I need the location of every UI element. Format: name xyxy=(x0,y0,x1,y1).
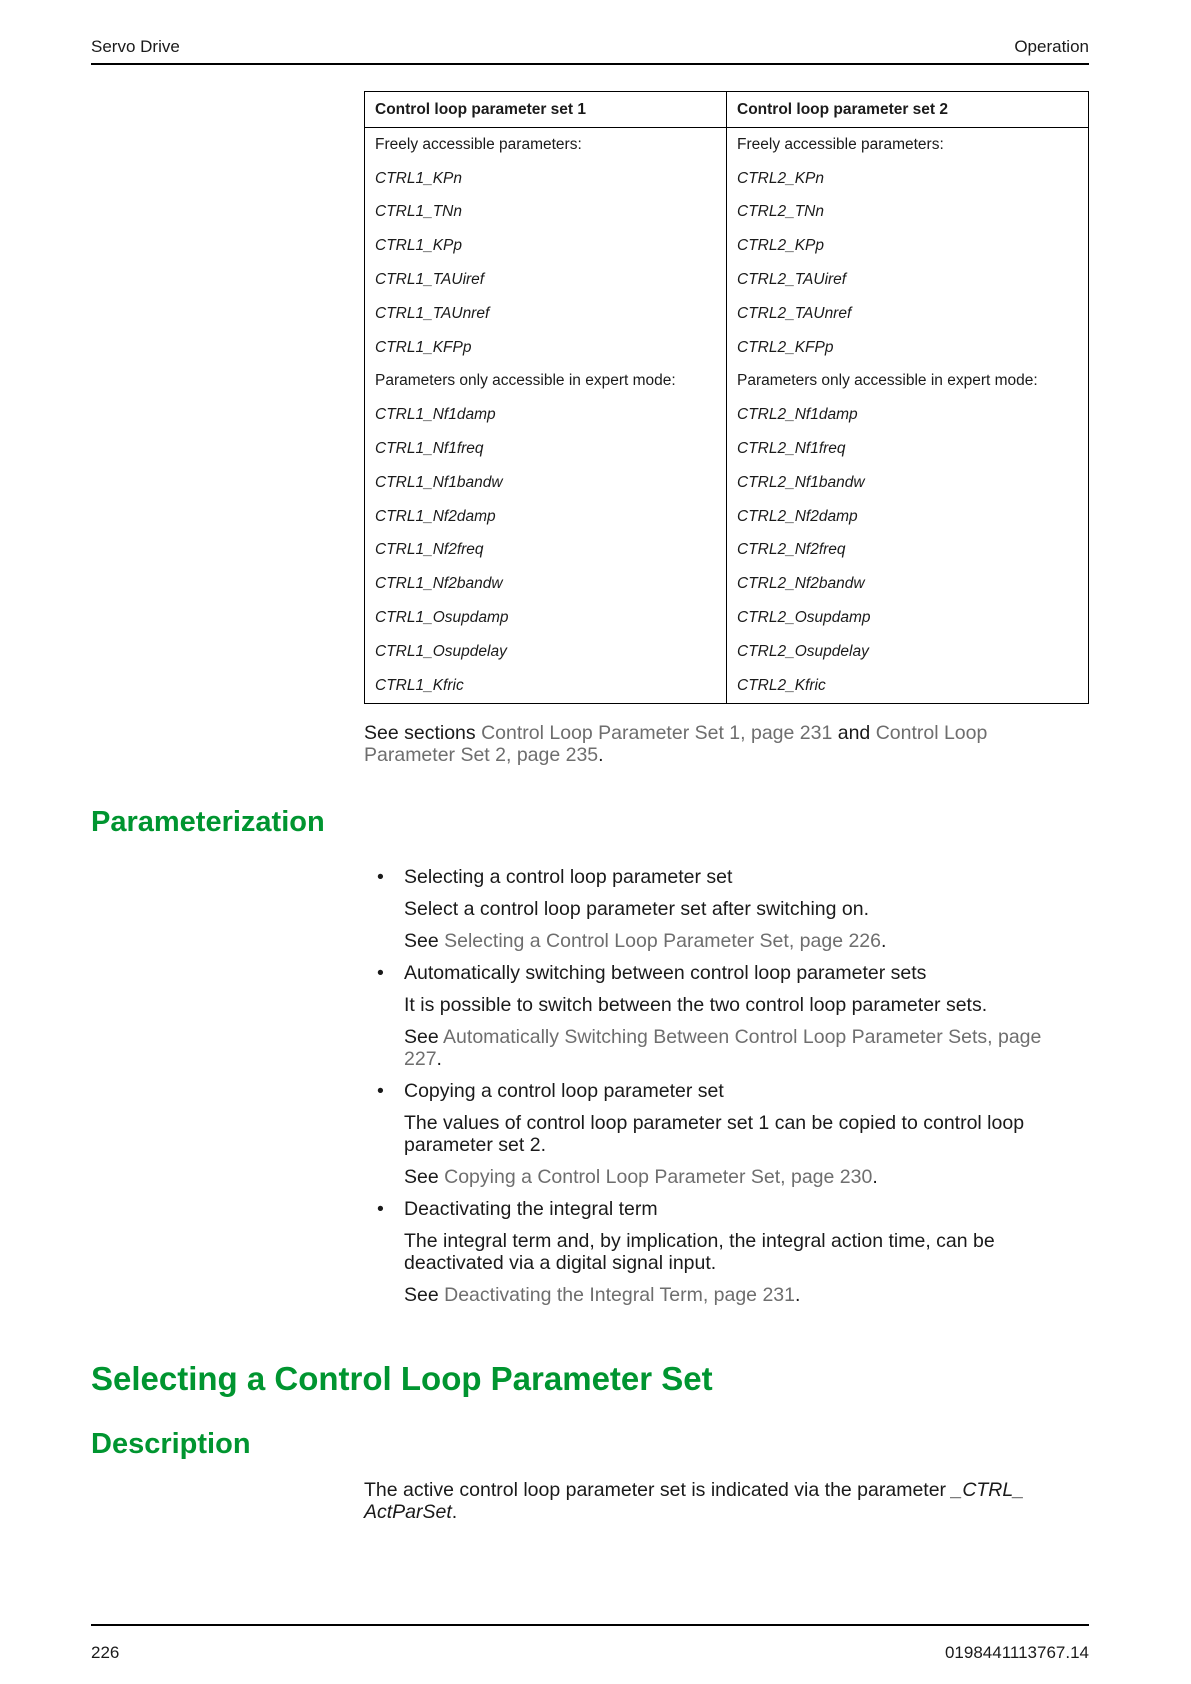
item-end: . xyxy=(794,1284,801,1306)
table-cell: Parameters only accessible in expert mode: xyxy=(365,365,727,399)
table-row xyxy=(365,500,1089,534)
item-text: It is possible to switch between the two control loop parameter sets. xyxy=(404,994,988,1016)
description-paragraph xyxy=(364,1479,1064,1523)
table-row xyxy=(365,567,1089,601)
table-cell: CTRL2_Nf2bandw xyxy=(727,567,1089,601)
description-param: _CTRL_ ActParSet xyxy=(364,1479,1025,1523)
see-sections-paragraph xyxy=(364,722,1064,766)
list-item xyxy=(364,1198,1064,1306)
item-link[interactable]: Deactivating the Integral Term, page 231 xyxy=(444,1284,795,1306)
document-id: 0198441113767.14 xyxy=(944,1643,1089,1662)
item-text: The integral term and, by implication, the integral action time, can be deactivated via a digital signal input. xyxy=(404,1230,995,1274)
see-middle: and xyxy=(832,722,876,744)
description-text: The active control loop parameter set is indicated via the parameter xyxy=(364,1479,952,1501)
table-cell: CTRL2_Nf1damp xyxy=(727,398,1089,432)
table-cell: CTRL1_Nf1freq xyxy=(365,432,727,466)
item-text: Select a control loop parameter set after switching on. xyxy=(404,898,869,920)
description-heading: Description xyxy=(91,1428,251,1460)
table-cell: CTRL1_Kfric xyxy=(365,669,727,703)
item-link[interactable]: Copying a Control Loop Parameter Set, page 230 xyxy=(444,1166,873,1188)
table-cell: CTRL2_KPp xyxy=(727,229,1089,263)
table-cell: CTRL2_KPn xyxy=(727,162,1089,196)
bullet: • xyxy=(377,866,384,888)
see-label: See xyxy=(404,1284,445,1306)
table-cell: Freely accessible parameters: xyxy=(727,128,1089,162)
table-cell: CTRL2_KFPp xyxy=(727,331,1089,365)
table-cell: CTRL1_Nf1damp xyxy=(365,398,727,432)
page-header xyxy=(91,36,1089,65)
table-cell: CTRL1_KFPp xyxy=(365,331,727,365)
table-cell: CTRL2_Kfric xyxy=(727,669,1089,703)
table-cell: CTRL2_TAUiref xyxy=(727,263,1089,297)
column-header: Control loop parameter set 1 xyxy=(365,92,727,128)
table-cell: CTRL2_TAUnref xyxy=(727,297,1089,331)
parameterization-list xyxy=(364,866,1064,1316)
description-end: . xyxy=(451,1501,458,1523)
see-label: See xyxy=(404,1166,445,1188)
table-cell: CTRL2_TNn xyxy=(727,196,1089,230)
table-cell: CTRL1_KPn xyxy=(365,162,727,196)
table-row xyxy=(365,601,1089,635)
table-row xyxy=(365,398,1089,432)
table-cell: CTRL2_Nf1freq xyxy=(727,432,1089,466)
table-cell: CTRL1_Nf2bandw xyxy=(365,567,727,601)
table-cell: CTRL2_Nf2damp xyxy=(727,500,1089,534)
table-row xyxy=(365,297,1089,331)
item-title: Deactivating the integral term xyxy=(404,1198,658,1220)
page-footer xyxy=(91,1624,1089,1662)
bullet: • xyxy=(377,1080,384,1102)
table-cell: CTRL2_Osupdamp xyxy=(727,601,1089,635)
table-cell: CTRL1_TAUnref xyxy=(365,297,727,331)
selecting-heading: Selecting a Control Loop Parameter Set xyxy=(91,1360,713,1397)
item-end: . xyxy=(872,1166,878,1188)
parameterization-heading: Parameterization xyxy=(91,806,325,838)
table-cell: CTRL1_Nf2freq xyxy=(365,534,727,568)
table-row xyxy=(365,432,1089,466)
list-item xyxy=(364,1080,1064,1188)
table-cell: CTRL2_Osupdelay xyxy=(727,635,1089,669)
parameter-table xyxy=(364,91,1089,704)
table-row xyxy=(365,128,1089,162)
header-title: Servo Drive xyxy=(91,37,180,56)
table-cell: CTRL1_TAUiref xyxy=(365,263,727,297)
header-section: Operation xyxy=(1014,37,1089,56)
page-number: 226 xyxy=(91,1643,120,1662)
item-text: The values of control loop parameter set 1 can be copied to control loop parameter set 2. xyxy=(404,1112,1025,1156)
table-row xyxy=(365,365,1089,399)
see-prefix: See sections xyxy=(364,722,482,744)
table-header-row xyxy=(365,92,1089,128)
table-cell: Parameters only accessible in expert mode: xyxy=(727,365,1089,399)
table-row xyxy=(365,669,1089,703)
table-cell: CTRL1_Osupdamp xyxy=(365,601,727,635)
see-label: See xyxy=(404,930,445,952)
table-cell: CTRL1_Nf2damp xyxy=(365,500,727,534)
item-link[interactable]: Selecting a Control Loop Parameter Set, page 226 xyxy=(444,930,881,952)
column-header: Control loop parameter set 2 xyxy=(727,92,1089,128)
item-end: . xyxy=(881,930,887,952)
item-end: . xyxy=(436,1048,442,1070)
table-cell: CTRL1_Nf1bandw xyxy=(365,466,727,500)
table-row xyxy=(365,263,1089,297)
table-row xyxy=(365,466,1089,500)
link-parameter-set-1[interactable]: Control Loop Parameter Set 1, page 231 xyxy=(481,722,833,744)
item-title: Selecting a control loop parameter set xyxy=(404,866,733,888)
link-parameter-set-2[interactable]: Control Loop Parameter Set 2, page 235 xyxy=(364,722,988,766)
table-cell: CTRL2_Nf1bandw xyxy=(727,466,1089,500)
table-row xyxy=(365,534,1089,568)
table-cell: CTRL1_KPp xyxy=(365,229,727,263)
table-cell: CTRL1_Osupdelay xyxy=(365,635,727,669)
table-row xyxy=(365,229,1089,263)
list-item xyxy=(364,962,1064,1070)
bullet: • xyxy=(377,1198,384,1220)
item-title: Automatically switching between control loop parameter sets xyxy=(404,962,927,984)
table-cell: CTRL2_Nf2freq xyxy=(727,534,1089,568)
bullet: • xyxy=(377,962,384,984)
item-link[interactable]: Automatically Switching Between Control Loop Parameter Sets, page 227 xyxy=(404,1026,1042,1070)
table-cell: CTRL1_TNn xyxy=(365,196,727,230)
see-label: See xyxy=(404,1026,444,1048)
table-row xyxy=(365,162,1089,196)
item-title: Copying a control loop parameter set xyxy=(404,1080,724,1102)
table-row xyxy=(365,635,1089,669)
see-suffix: . xyxy=(598,744,604,766)
list-item xyxy=(364,866,1064,952)
table-row xyxy=(365,331,1089,365)
table-cell: Freely accessible parameters: xyxy=(365,128,727,162)
table-row xyxy=(365,196,1089,230)
